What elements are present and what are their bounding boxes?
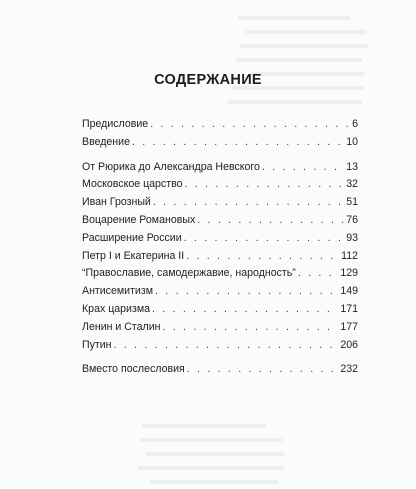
toc-entry-page-number: 93 (346, 231, 358, 244)
toc-entry (82, 301, 358, 319)
toc-group (82, 361, 358, 379)
toc-entry-title: Введение (82, 135, 130, 148)
toc-entry-page-number: 171 (340, 302, 358, 315)
toc-entry-page-number: 10 (346, 135, 358, 148)
toc-dot-leader (132, 134, 344, 152)
toc-entry-page-number: 112 (341, 249, 358, 262)
toc-entry (82, 159, 358, 177)
toc-entry (82, 265, 358, 283)
toc-dot-leader (150, 116, 350, 134)
toc-entry (82, 230, 358, 248)
toc-entry (82, 212, 358, 230)
toc-entry-title: Антисемитизм (82, 285, 153, 298)
toc-dot-leader (298, 265, 338, 283)
toc-dot-leader (184, 230, 345, 248)
toc-entry (82, 134, 358, 152)
toc-entry-page-number: 206 (340, 338, 358, 351)
toc-entry (82, 116, 358, 134)
toc-entry-title: Путин (82, 338, 112, 351)
toc-dot-leader (155, 283, 338, 301)
toc-dot-leader (184, 176, 344, 194)
toc-dot-leader (163, 319, 339, 337)
toc-entry-page-number: 129 (340, 267, 358, 280)
toc-entry (82, 319, 358, 337)
toc-dot-leader (153, 194, 344, 212)
toc-entry-title: Расширение России (82, 231, 182, 244)
toc-dot-leader (197, 212, 344, 230)
toc-entry (82, 361, 358, 379)
toc-entry (82, 283, 358, 301)
toc-dot-leader (186, 248, 339, 266)
toc-dot-leader (262, 159, 344, 177)
toc-entry-title: Ленин и Сталин (82, 320, 161, 333)
toc-entry-page-number: 13 (346, 160, 358, 173)
toc-entry-page-number: 32 (346, 178, 358, 191)
toc-entry-page-number: 76 (346, 213, 358, 226)
toc-entry-page-number: 149 (340, 285, 358, 298)
toc-entry (82, 248, 358, 266)
toc-entry-page-number: 6 (352, 118, 358, 130)
toc-entry-title: Московское царство (82, 178, 183, 191)
toc-entry-title: “Православие, самодержавие, народность” (82, 267, 296, 280)
toc-entry (82, 176, 358, 194)
toc-group (82, 159, 358, 355)
toc-entry-title: Крах царизма (82, 302, 150, 315)
toc-entry-title: Воцарение Романовых (82, 213, 196, 226)
toc-entry (82, 337, 358, 355)
toc-entry-title: Петр I и Екатерина II (82, 249, 185, 262)
toc-dot-leader (187, 361, 339, 379)
toc-entry-page-number: 177 (340, 320, 358, 333)
table-of-contents (82, 116, 358, 379)
toc-entry-title: Иван Грозный (82, 196, 151, 209)
toc-entry-page-number: 51 (346, 196, 358, 209)
toc-dot-leader (152, 301, 338, 319)
toc-group (82, 116, 358, 152)
toc-entry (82, 194, 358, 212)
contents-heading: СОДЕРЖАНИЕ (154, 72, 262, 88)
toc-entry-page-number: 232 (340, 363, 358, 376)
toc-entry-title: Вместо послесловия (82, 363, 185, 376)
toc-dot-leader (114, 337, 339, 355)
toc-entry-title: От Рюрика до Александра Невского (82, 160, 260, 173)
toc-entry-title: Предисловие (82, 118, 149, 130)
